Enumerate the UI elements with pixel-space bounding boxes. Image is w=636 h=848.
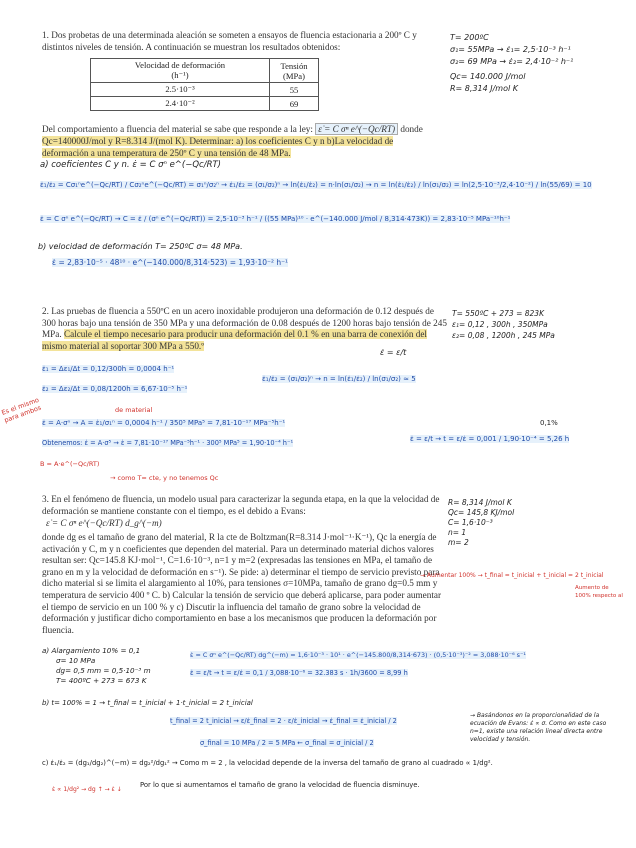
p2-red-note-2: de material — [115, 406, 153, 414]
p1-a-line1: ε̇₁/ε̇₂ = Cσ₁ⁿe^(−Qc/RT) / Cσ₂ⁿe^(−Qc/RT) = σ₁ⁿ/σ₂ⁿ → ε̇₁/ε̇₂ = (σ₁/σ₂)ⁿ → ln(ε̇₁/ε̇₂) = n·ln(σ₁/σ₂) → n = ln(ε̇₁/ε̇₂) / ln(σ₁/σ₂) = ln(2,5·10⁻³/2,4·10⁻²) / ln(55/69) = 10 — [40, 181, 592, 189]
p2-notes — [452, 308, 555, 341]
p1-a-label: a) coeficientes C y n. ε̇ = C σⁿ e^(−Qc/RT) — [40, 160, 221, 170]
p1-b-label: b) velocidad de deformación T= 250ºC σ= 48 MPa. — [38, 242, 243, 251]
note-line: ε₂= 0,08 , 1200h , 245 MPa — [452, 331, 555, 340]
p1-questions: Qc=140000J/mol y R=8.314 J/(mol K). Determinar: a) los coeficientes C y n b)La velocidad de deformación a una temperatura de 250º C y una tensión de 48 MPa. — [42, 136, 394, 158]
p1-table-cell: 69 — [270, 97, 319, 111]
p2-rate: ε̇ = ε/t — [380, 348, 407, 357]
p1-table-cell: 55 — [270, 83, 319, 97]
p3-c-line1: c) ε̇₁/ε̇₂ = (dg₁/dg₂)^(−m) = dg₂²/dg₁² → Como m = 2 , la velocidad depende de la inversa del tamaño de grano al cuadrado ∝ 1/dg². — [42, 759, 493, 767]
p3-b-line3: σ_final = 10 MPa / 2 = 5 MPa ← σ_final = σ_inicial / 2 — [200, 739, 374, 747]
note-line: R= 8,314 J/mol K — [448, 498, 512, 507]
p3-statement-2: donde dg es el tamaño de grano del material, R la cte de Boltzman(R=8.314 J·mol⁻¹·K⁻¹), Qc la energía de activación y C, m y n coeficientes que dependen del material. Para un determinado material dichos valores resultan ser: Qc=145.8 KJ·mol⁻¹, C=1.6·10⁻³, n=1 y m=2 (expresadas las tensiones en MPa, el tamaño de grano en m y la velocidad de deformación en s⁻¹). Se pide: a) determinar el tiempo de servicio previsto para dicho material si se limita el alargamiento al 10%, para tensiones σ=10MPa, tamaño de grano dg=0.5 mm y temperatura de servicio 400 º C. b) Calcular la tensión de servicio que deberá aplicarse, para poder aumentar el tiempo de servicio en un 100 % y c) Discutir la influencia del tamaño de grano sobre la velocidad de deformación y justificar dicho comportamiento en base a los mecanismos que producen la deformación por fluencia. — [42, 532, 442, 635]
p2-pct: 0,1% — [540, 419, 558, 427]
p1-law-text: Del comportamiento a fluencia del material se sabe que responde a la ley: ε̇ = C σⁿ e^(−Qc/RT) donde — [42, 124, 423, 134]
note-line: m= 2 — [448, 538, 469, 547]
p2-line3: ε̇₁/ε̇₂ = (σ₁/σ₂)ⁿ → n = ln(ε̇₁/ε̇₂) / ln(σ₁/σ₂) ≈ 5 — [262, 375, 416, 383]
note-line: n= 1 — [448, 528, 467, 537]
p2-line1: ε̇₁ = Δε₁/Δt = 0,12/300h = 0,0004 h⁻¹ — [42, 365, 175, 373]
p1-table-cell: 2.4·10⁻² — [91, 97, 270, 111]
p1-b-line: ε̇ = 2,83·10⁻⁵ · 48¹⁰ · e^(−140.000/8,314·523) = 1,93·10⁻² h⁻¹ — [52, 258, 289, 267]
p3-b-note: → Basándonos en la proporcionalidad de la ecuación de Evans: ε̇ ∝ σ. Como en este caso n=1, existe una relación lineal directa entre velocidad y tensión. — [470, 712, 607, 743]
p3-evans-law: ε̇ = C σⁿ e^(−Qc/RT) d_g^(−m) — [46, 518, 162, 528]
data-line: T= 400ºC + 273 = 673 K — [56, 676, 147, 685]
note-line: T= 200ºC — [450, 33, 489, 42]
note-line: Qc= 140.000 J/mol — [450, 72, 526, 81]
p1-table-h2: Tensión (MPa) — [270, 59, 319, 83]
p3-a-data — [42, 646, 151, 686]
p3-red-aum: → Aumentar 100% → t_final = t_inicial + t_inicial = 2 t_inicial — [420, 572, 604, 579]
p2-red-note-1: Es el mismo para ambos — [0, 395, 43, 425]
p2-red-note-4: → como T= cte, y no tenemos Qc — [110, 474, 219, 482]
data-line: dg= 0,5 mm = 0,5·10⁻³ m — [56, 666, 151, 675]
p2-line2: ε̇₂ = Δε₂/Δt = 0,08/1200h = 6,67·10⁻⁵ h⁻¹ — [42, 385, 188, 393]
p1-table — [90, 58, 319, 111]
note-line: ε₁= 0,12 , 300h , 350MPa — [452, 320, 548, 329]
data-line: σ= 10 MPa — [56, 656, 96, 665]
p3-b-line1: b) t= 100% = 1 → t_final = t_inicial + 1·t_inicial = 2 t_inicial — [42, 699, 253, 707]
p3-a-line2: ε̇ = ε/t → t = ε/ε̇ = 0,1 / 3,088·10⁻⁶ = 32.383 s · 1h/3600 = 8,99 h — [190, 669, 408, 677]
p1-table-cell: 2.5·10⁻³ — [91, 83, 270, 97]
note-line: Qc= 145,8 KJ/mol — [448, 508, 515, 517]
p3-c-line2: Por lo que si aumentamos el tamaño de grano la velocidad de fluencia disminuye. — [140, 781, 420, 789]
p2-question-highlight: Calcule el tiempo necesario para producir una deformación del 0.1 % en una barra de conexión del mismo material al soportar 300 MPa a 550.º — [42, 329, 427, 351]
note-line: σ₁= 55MPa → ε̇₁= 2,5·10⁻³ h⁻¹ — [450, 45, 571, 54]
p2-line4: ε̇ = A·σⁿ → A = ε̇₁/σ₁ⁿ = 0,0004 h⁻¹ / 350⁵ MPa⁵ = 7,81·10⁻¹⁷ MPa⁻⁵h⁻¹ — [42, 419, 286, 427]
p2-statement: 2. Las pruebas de fluencia a 550ºC en un acero inoxidable produjeron una deformación de 0.12 después de 300 horas bajo una tensión de 350 MPa y una deformación de 0.08 después de 1200 horas bajo tensión de 245 MPa. Calcule el tiempo necesario para producir una deformación del 0.1 % en una barra de conexión del mismo material al soportar 300 MPa a 550.º — [42, 306, 447, 351]
p3-notes — [448, 498, 514, 548]
note-line: T= 550ºC + 273 = 823K — [452, 309, 544, 318]
p3-statement-1: 3. En el fenómeno de fluencia, un modelo usual para caracterizar la segunda etapa, en la que la velocidad de deformación se mantiene constante con el tiempo, es el debido a Evans: — [42, 494, 440, 516]
p3-b-line2: t_final = 2 t_inicial → ε/ε̇_final = 2 · ε/ε̇_inicial → ε̇_final = ε̇_inicial / 2 — [170, 717, 397, 725]
p3-c-red: ε̇ ∝ 1/dg² → dg ↑ → ε̇ ↓ — [52, 786, 122, 793]
note-line: σ₂= 69 MPa → ε̇₂= 2,4·10⁻² h⁻¹ — [450, 57, 574, 66]
note-line: R= 8,314 J/mol K — [450, 84, 519, 93]
note-line: C= 1,6·10⁻³ — [448, 518, 493, 527]
p1-law-formula: ε̇ = C σⁿ e^(−Qc/RT) — [315, 123, 398, 135]
p3-a-line1: ε̇ = C σⁿ e^(−Qc/RT) dg^(−m) = 1,6·10⁻³ · 10¹ · e^(−145.800/8,314·673) · (0,5·10⁻³)⁻² = 3,088·10⁻⁶ s⁻¹ — [190, 651, 526, 659]
p1-table-h1: Velocidad de deformación (h⁻¹) — [91, 59, 270, 83]
p2-line6: ε̇ = ε/t → t = ε/ε̇ = 0,001 / 1,90·10⁻⁴ = 5,26 h — [410, 435, 570, 443]
p3-red-aum2: Aumento de 100% respecto al — [575, 585, 623, 599]
p1-statement: 1. Dos probetas de una determinada aleación se someten a ensayos de fluencia estacionaria a 200º C y distintos niveles de tensión. A continuación se muestran los resultados obtenidos: — [42, 30, 417, 52]
p1-notes — [450, 32, 573, 95]
p2-red-note-3: B = A·e^(−Qc/RT) — [40, 460, 100, 468]
p2-line5: Obtenemos: ε̇ = A·σ⁵ → ε̇ = 7,81·10⁻¹⁷ MPa⁻⁵h⁻¹ · 300⁵ MPa⁵ = 1,90·10⁻⁴ h⁻¹ — [42, 439, 294, 447]
data-line: a) Alargamiento 10% = 0,1 — [42, 646, 141, 655]
p1-a-line2: ε̇ = C σⁿ e^(−Qc/RT) → C = ε̇ / (σⁿ e^(−Qc/RT)) = 2,5·10⁻³ h⁻¹ / ((55 MPa)¹⁰ · e^(−140.000 J/mol / 8,314·473K)) = 2,83·10⁻⁵ MPa⁻¹⁰h⁻¹ — [40, 215, 511, 223]
